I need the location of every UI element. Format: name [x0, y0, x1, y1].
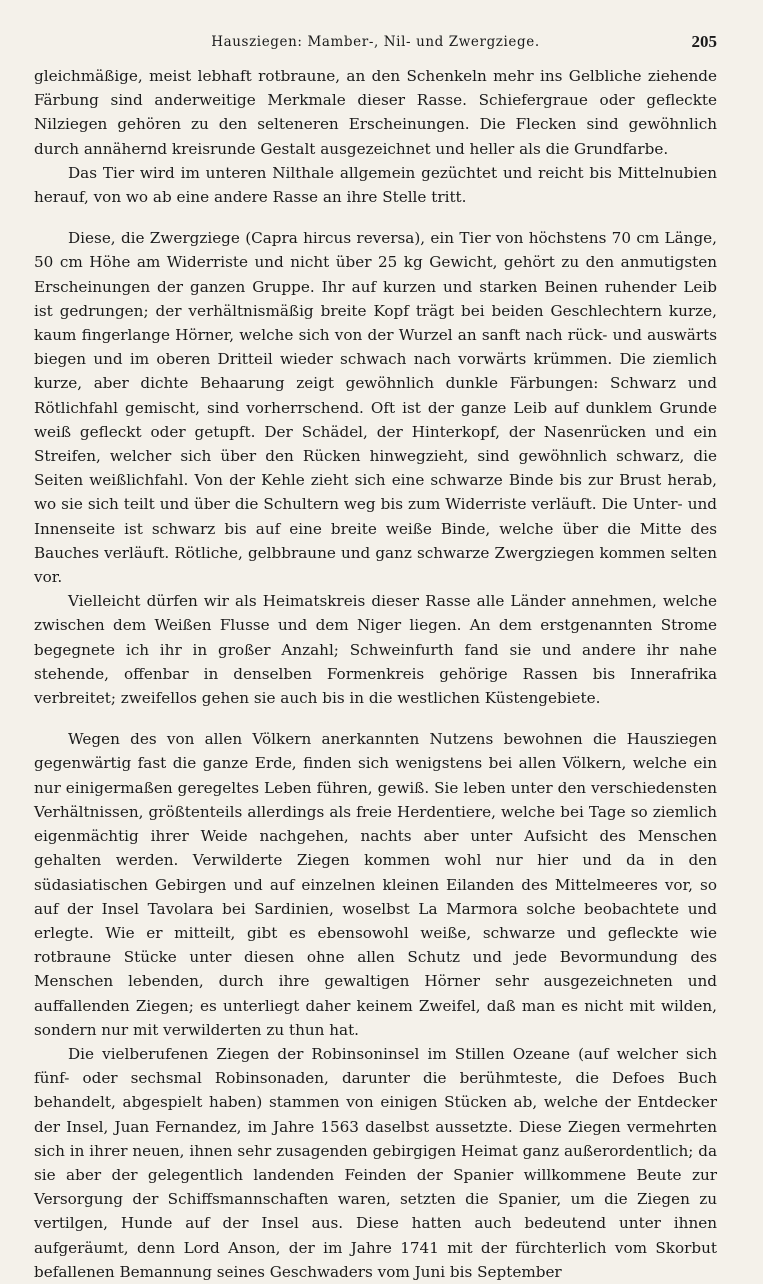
paragraph-dwarf-goat-description: Diese, die Zwergziege (Capra hircus reversa), ein Tier von höchstens 70 cm Länge, 50 cm Höhe am Widerriste und nicht über 25 kg Gewicht, gehört zu den anmutigsten Erscheinungen der ganzen Gruppe. Ihr auf kurzen und starken Beinen ruhender Leib ist gedrungen; der verhältnismäßig breite Kopf trägt bei beiden Geschlechtern kurze, kaum fingerlange Hörner, welche sich von der Wurzel an sanft nach rück- und auswärts biegen und im oberen Dritteil wieder schwach nach vorwärts krümmen. Die ziemlich kurze, aber dichte Behaarung zeigt gewöhnlich dunkle Färbungen: Schwarz und Rötlichfahl gemischt, sind vorherrschend. Oft ist der ganze Leib auf dunklem Grunde weiß gefleckt oder getupft. Der Schädel, der Hinterkopf, der Nasenrücken und ein Streifen, welcher sich über den Rücken hinwegzieht, sind gewöhnlich schwarz, die Seiten weißlichfahl. Von der Kehle zieht sich eine schwarze Binde bis zur Brust herab, wo sie sich teilt und über die Schultern weg bis zum Widerriste verläuft. Die Unter- und Innenseite ist schwarz bis auf eine breite weiße Binde, welche über die Mitte des Bauches verläuft. Rötliche, gelbbraune und ganz schwarze Zwergziegen kommen selten vor. [34, 229, 717, 587]
paragraph-nile-goat-coloring: gleichmäßige, meist lebhaft rotbraune, an den Schenkeln mehr ins Gelbliche ziehende Färbung sind anderweitige Merkmale dieser Rasse. Schiefergraue oder gefleckte Nilziegen gehören zu den selteneren Erscheinungen. Die Flecken sind gewöhnlich durch annähernd kreisrunde Gestalt ausgezeichnet und heller als die Grundfarbe. [34, 67, 717, 158]
running-title: Hausziegen: Mamber-, Nil- und Zwergziege. [211, 34, 540, 50]
paragraph-robinson-island-goats: Die vielberufenen Ziegen der Robinsoninsel im Stillen Ozeane (auf welcher sich fünf- oder sechsmal Robinsonaden, darunter die berühmteste, die Defoes Buch behandelt, abgespielt haben) stammen von einigen Stücken ab, welche der Entdecker der Insel, Juan Fernandez, im Jahre 1563 daselbst aussetzte. Diese Ziegen vermehrten sich in ihrer neuen, ihnen sehr zusagenden gebirgigen Heimat ganz außerordentlich; da sie aber der gelegentlich landenden Feinden der Spanier willkommene Beute zur Versorgung der Schiffsmannschaften waren, setzten die Spanier, um die Ziegen zu vertilgen, Hunde auf der Insel aus. Diese hatten auch bedeutend unter ihnen aufgeräumt, denn Lord Anson, der im Jahre 1741 mit der fürchterlich vom Skorbut befallenen Bemannung seines Geschwaders vom Juni bis September [34, 1044, 717, 1281]
paragraph-dwarf-goat-homeland: Vielleicht dürfen wir als Heimatskreis dieser Rasse alle Länder annehmen, welche zwischen dem Weißen Flusse und dem Niger liegen. An dem erstgenannten Strome begegnete ich ihr in großer Anzahl; Schweinfurth fand sie und andere ihr nahe stehende, offenbar in denselben Formenkreis gehörige Rassen bis Innerafrika verbreitet; zweifellos gehen sie auch bis in die westlichen Küstengebiete. [34, 592, 717, 708]
paragraph-domestic-goat-distribution: Wegen des von allen Völkern anerkannten Nutzens bewohnen die Hausziegen gegenwärtig fast die ganze Erde, finden sich wenigstens bei allen Völkern, welche ein nur einigermaßen geregeltes Leben führen, gewiß. Sie leben unter den verschiedensten Verhältnissen, größtenteils allerdings als freie Herdentiere, welche bei Tage so ziemlich eigenmächtig ihrer Weide nachgehen, nachts aber unter Aufsicht des Menschen gehalten werden. Verwilderte Ziegen kommen wohl nur hier und da in den südasiatischen Gebirgen und auf einzelnen kleinen Eilanden des Mittelmeeres vor, so auf der Insel Tavolara bei Sardinien, woselbst La Marmora solche beobachtete und erlegte. Wie er mitteilt, gibt es ebensowohl weiße, schwarze und gefleckte wie rotbraune Stücke unter diesen ohne allen Schutz und jede Bevormundung des Menschen lebenden, durch ihre gewaltigen Hörner sehr ausgezeichneten und auffallenden Ziegen; es unterliegt daher keinem Zweifel, daß man es nicht mit wilden, sondern nur mit verwilderten zu thun hat. [34, 730, 717, 1039]
paragraph-nile-goat-range: Das Tier wird im unteren Nilthale allgemein gezüchtet und reicht bis Mittelnubien herauf, von wo ab eine andere Rasse an ihre Stelle tritt. [34, 163, 717, 207]
running-head [34, 32, 717, 54]
body-text [34, 64, 717, 1284]
page-number: 205 [691, 32, 717, 51]
